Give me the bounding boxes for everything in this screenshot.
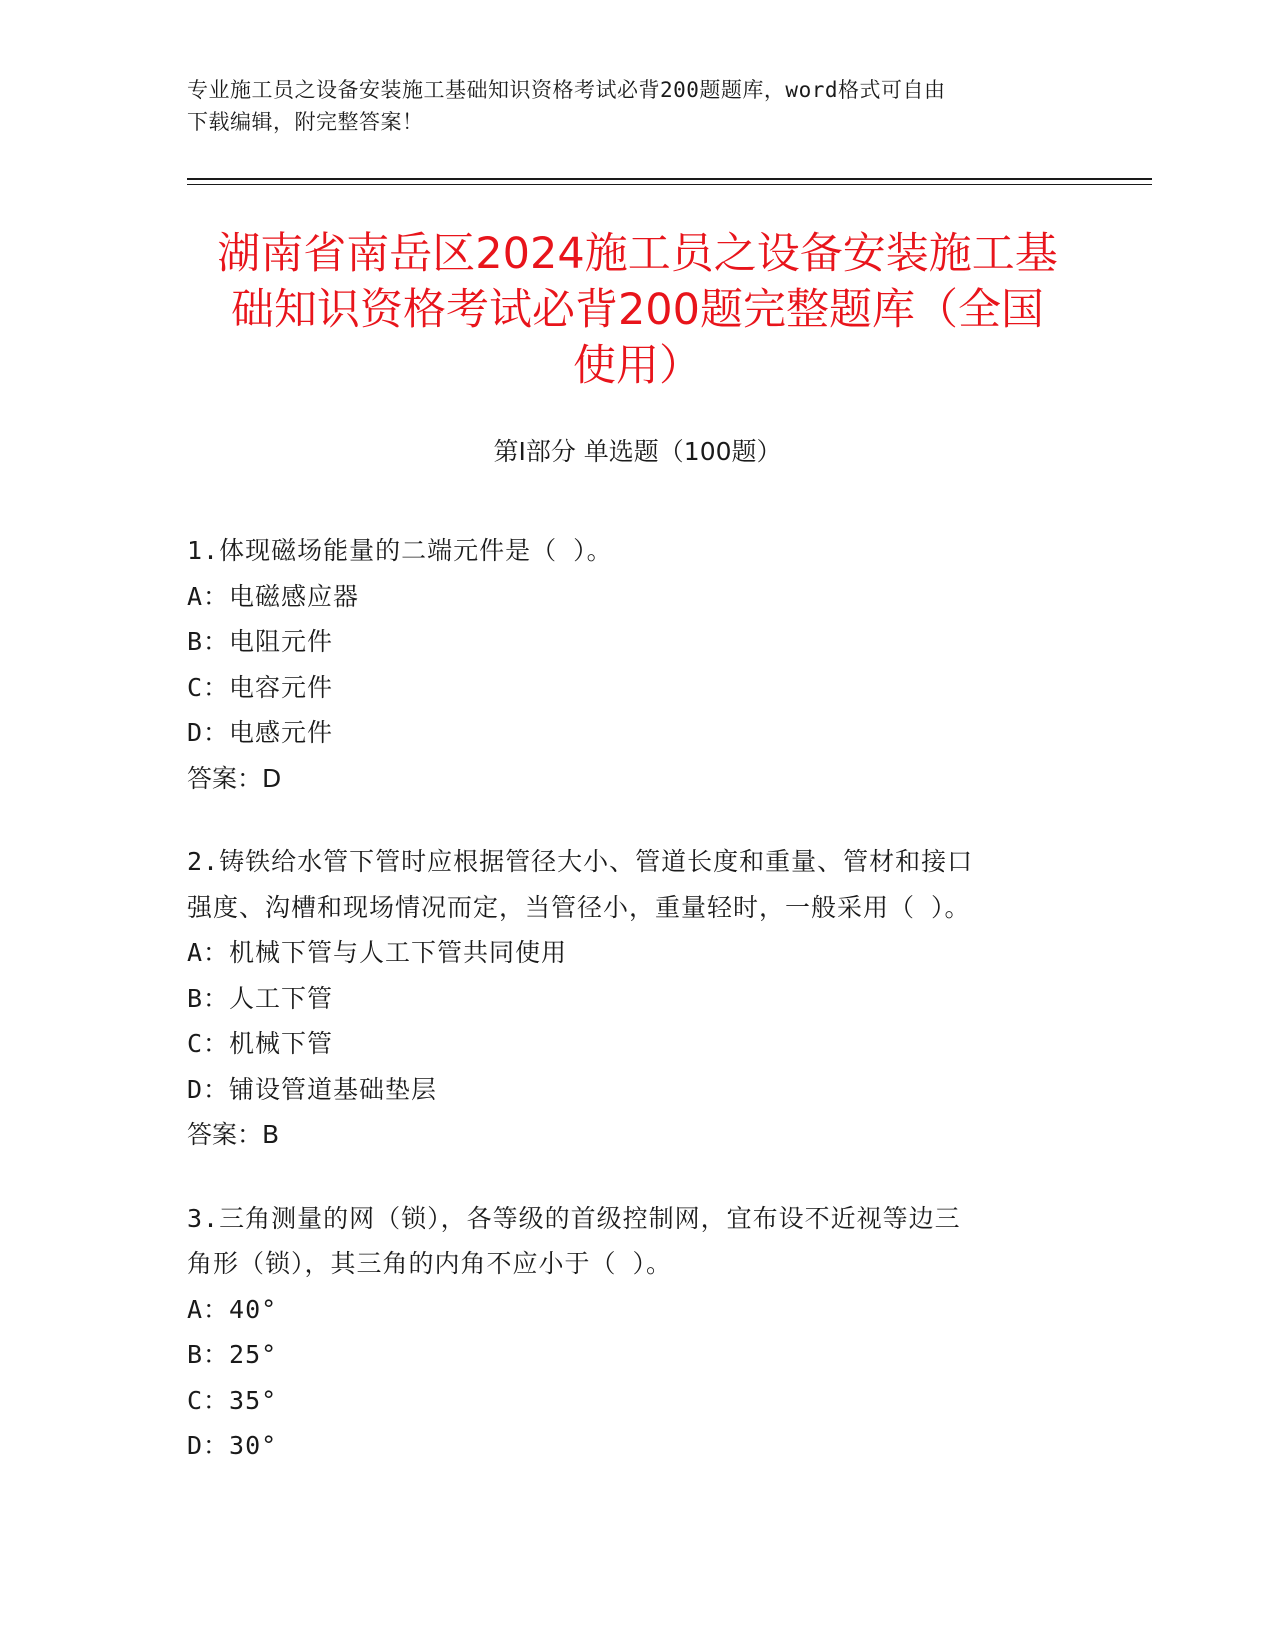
- question-stem: [187, 1196, 1067, 1287]
- answer-line: 答案：B: [187, 1120, 280, 1149]
- question-stem-line: 1.体现磁场能量的二端元件是（ ）。: [187, 536, 613, 565]
- header-note-line: 专业施工员之设备安装施工基础知识资格考试必背200题题库，word格式可自由: [187, 78, 946, 102]
- option-a: A：40°: [187, 1294, 278, 1324]
- section-heading: 第I部分 单选题（100题）: [493, 437, 782, 466]
- question-stem: [187, 528, 1067, 574]
- option-c: C：35°: [187, 1385, 278, 1415]
- option-d: D：电感元件: [187, 718, 334, 747]
- title-line: 使用）: [573, 341, 702, 391]
- question-3: [187, 1196, 1067, 1469]
- header-note: [187, 74, 1087, 138]
- question-2: [187, 839, 1067, 1158]
- question-stem-line: 角形（锁），其三角的内角不应小于（ ）。: [187, 1249, 673, 1278]
- option-d: D：30°: [187, 1431, 278, 1460]
- answer-line: 答案：D: [187, 763, 282, 793]
- question-1: [187, 528, 1067, 801]
- option-b: B：电阻元件: [187, 627, 334, 656]
- option-a: A：电磁感应器: [187, 581, 360, 611]
- question-stem: [187, 839, 1067, 930]
- page-title: [150, 226, 1125, 394]
- question-stem-line: 2.铸铁给水管下管时应根据管径大小、管道长度和重量、管材和接口: [187, 847, 974, 876]
- option-c: C：机械下管: [187, 1029, 334, 1058]
- option-b: B：25°: [187, 1340, 278, 1369]
- question-list: [187, 528, 1067, 1507]
- question-stem-line: 3.三角测量的网（锁），各等级的首级控制网，宜布设不近视等边三: [187, 1203, 961, 1233]
- header-note-line: 下载编辑，附完整答案！: [187, 110, 424, 134]
- option-c: C：电容元件: [187, 672, 334, 702]
- option-a: A：机械下管与人工下管共同使用: [187, 938, 568, 967]
- header-divider-thick: [187, 178, 1152, 180]
- option-b: B：人工下管: [187, 983, 334, 1013]
- option-d: D：铺设管道基础垫层: [187, 1074, 438, 1104]
- header-divider-thin: [187, 184, 1152, 185]
- title-line: 础知识资格考试必背200题完整题库（全国: [230, 285, 1045, 335]
- question-stem-line: 强度、沟槽和现场情况而定，当管径小，重量轻时，一般采用（ ）。: [187, 892, 971, 922]
- title-line: 湖南省南岳区2024施工员之设备安装施工基: [217, 229, 1058, 279]
